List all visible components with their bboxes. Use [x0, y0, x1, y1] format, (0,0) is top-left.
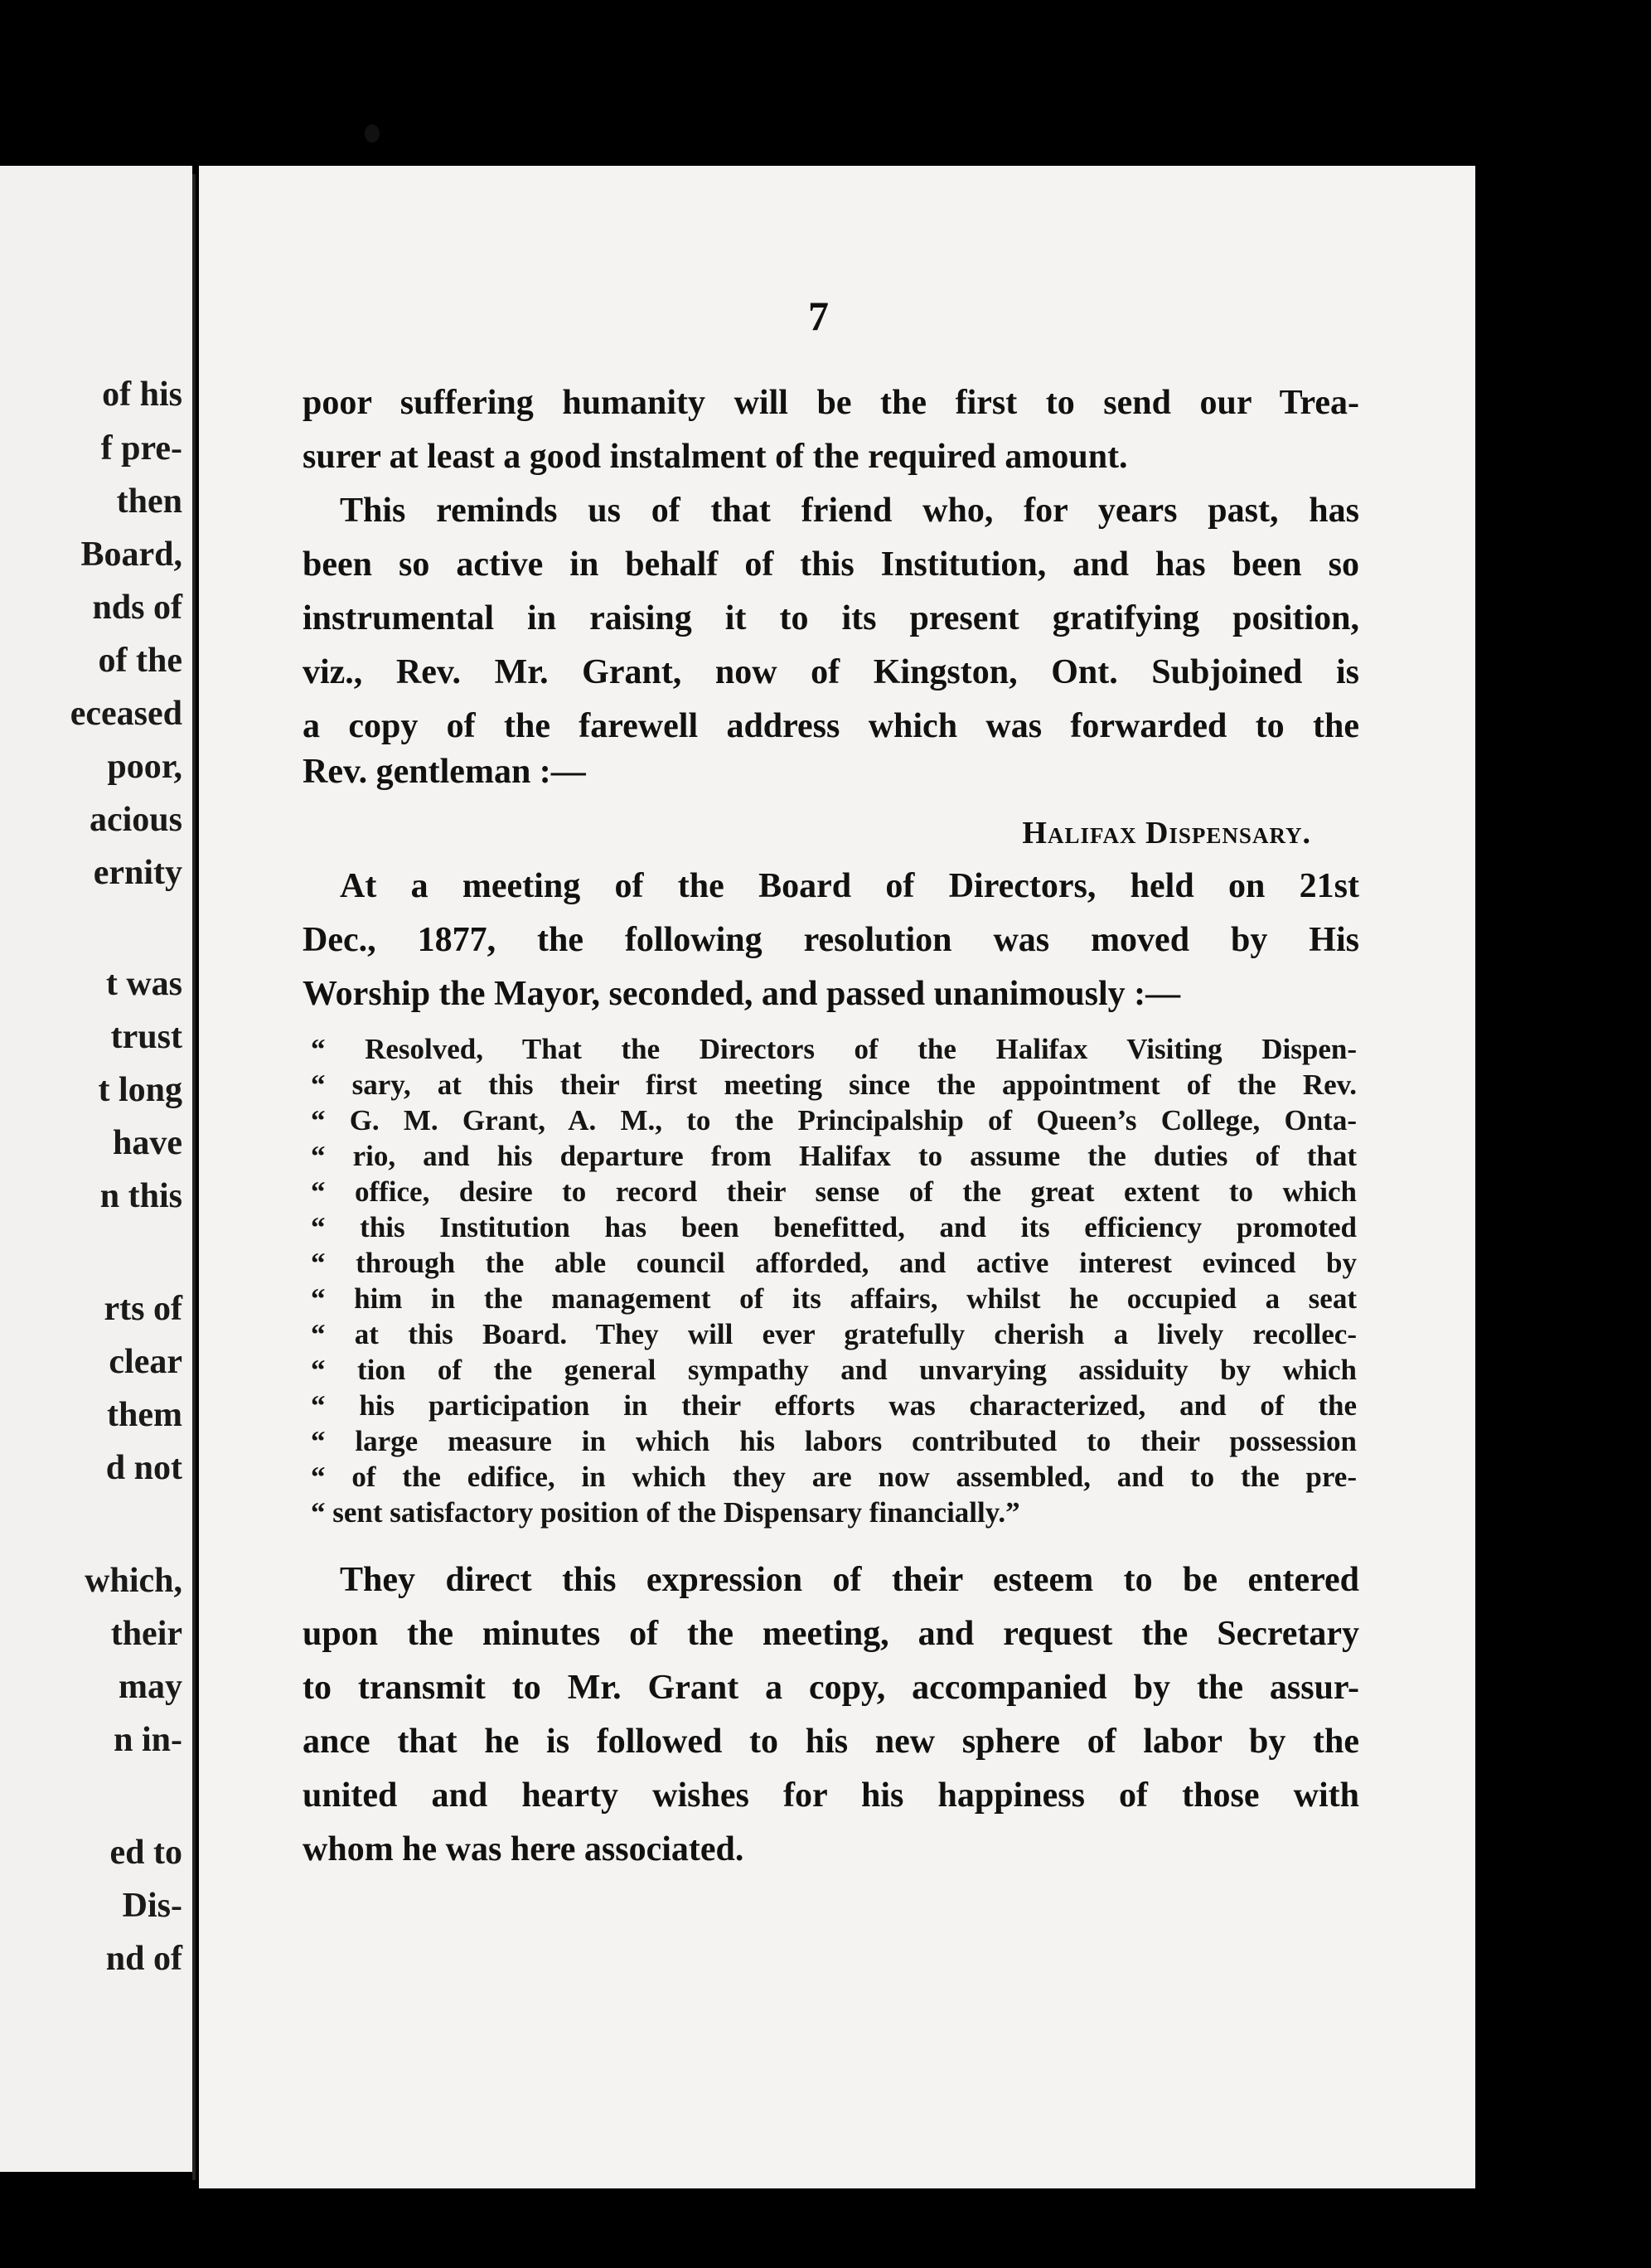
left-page-line: d not	[105, 1449, 182, 1487]
left-page-line: which,	[85, 1562, 182, 1600]
resolution-line: “ rio, and his departure from Halifax to assume the duties of that	[311, 1140, 1357, 1172]
left-page-line: then	[116, 482, 182, 521]
paragraph-4-line: to transmit to Mr. Grant a copy, accompanied by the assur-	[303, 1669, 1359, 1707]
paragraph-3-line: Worship the Mayor, seconded, and passed unanimously :—	[303, 975, 1181, 1013]
paragraph-4-line: united and hearty wishes for his happiness of those with	[303, 1776, 1359, 1815]
left-page-line: clear	[109, 1343, 182, 1381]
left-page-line: n this	[99, 1177, 182, 1215]
left-facing-page	[0, 166, 192, 2172]
left-page-line: ed to	[109, 1834, 182, 1872]
scan-speck	[365, 124, 380, 143]
resolution-line: “ this Institution has been benefitted, and its efficiency promoted	[311, 1211, 1357, 1243]
resolution-line: “ tion of the general sympathy and unvarying assiduity by which	[311, 1354, 1357, 1386]
resolution-line: “ large measure in which his labors contributed to their possession	[311, 1425, 1357, 1457]
section-heading: Halifax Dispensary.	[1022, 816, 1311, 850]
paragraph-1-line: poor suffering humanity will be the first to send our Trea-	[303, 384, 1359, 422]
left-page-line: Dis-	[122, 1887, 182, 1925]
left-page-line: t was	[105, 965, 182, 1003]
left-page-line: ernity	[93, 854, 182, 892]
paragraph-3-line: At a meeting of the Board of Directors, held on 21st	[340, 867, 1359, 905]
paragraph-4-line: They direct this expression of their esteem to be entered	[340, 1561, 1359, 1599]
page-number: 7	[808, 293, 829, 339]
left-page-line: of his	[102, 376, 182, 414]
paragraph-4-line: ance that he is followed to his new sphere of labor by the	[303, 1723, 1359, 1761]
page-gutter	[192, 174, 196, 2180]
resolution-line: “ sary, at this their first meeting since the appointment of the Rev.	[311, 1069, 1357, 1101]
left-page-line: n in-	[114, 1721, 182, 1759]
paragraph-2-line: instrumental in raising it to its present gratifying position,	[303, 599, 1359, 637]
left-page-line: Board,	[80, 536, 182, 574]
paragraph-3-line: Dec., 1877, the following resolution was moved by His	[303, 921, 1359, 959]
left-page-line: eceased	[70, 695, 182, 733]
left-page-line: have	[113, 1124, 182, 1162]
left-page-line: poor,	[107, 748, 182, 786]
left-page-line: nds of	[92, 589, 182, 627]
left-page-line: t long	[98, 1071, 182, 1109]
left-page-line: trust	[110, 1018, 182, 1056]
resolution-line: “ office, desire to record their sense of the great extent to which	[311, 1175, 1357, 1208]
left-page-line: f pre-	[100, 429, 182, 468]
resolution-line: “ at this Board. They will ever gratefully cherish a lively recollec-	[311, 1318, 1357, 1350]
resolution-line: “ Resolved, That the Directors of the Halifax Visiting Dispen-	[311, 1033, 1357, 1065]
left-page-line: acious	[89, 801, 182, 839]
paragraph-2-line: This reminds us of that friend who, for years past, has	[340, 492, 1359, 530]
paragraph-1-line: surer at least a good instalment of the required amount.	[303, 438, 1128, 476]
paragraph-2-line: viz., Rev. Mr. Grant, now of Kingston, Ont. Subjoined is	[303, 653, 1359, 691]
left-page-line: rts of	[104, 1290, 182, 1328]
paragraph-4-line: whom he was here associated.	[303, 1830, 744, 1868]
paragraph-2-line: Rev. gentleman :—	[303, 753, 586, 791]
left-page-line: their	[110, 1615, 182, 1653]
left-page-line: of the	[98, 642, 182, 680]
resolution-line: “ his participation in their efforts was characterized, and of the	[311, 1389, 1357, 1422]
resolution-line: “ through the able council afforded, and active interest evinced by	[311, 1247, 1357, 1279]
paragraph-4-line: upon the minutes of the meeting, and request the Secretary	[303, 1615, 1359, 1653]
left-page-line: them	[107, 1396, 182, 1434]
paragraph-2-line: been so active in behalf of this Institution, and has been so	[303, 545, 1359, 584]
left-page-line: may	[119, 1668, 182, 1706]
resolution-line: “ G. M. Grant, A. M., to the Principalship of Queen’s College, Onta-	[311, 1104, 1357, 1136]
resolution-line: “ sent satisfactory position of the Dispensary financially.”	[311, 1496, 1020, 1529]
resolution-line: “ him in the management of its affairs, whilst he occupied a seat	[311, 1282, 1357, 1315]
paragraph-2-line: a copy of the farewell address which was forwarded to the	[303, 707, 1359, 745]
resolution-line: “ of the edifice, in which they are now assembled, and to the pre-	[311, 1461, 1357, 1493]
left-page-line: nd of	[105, 1940, 182, 1978]
